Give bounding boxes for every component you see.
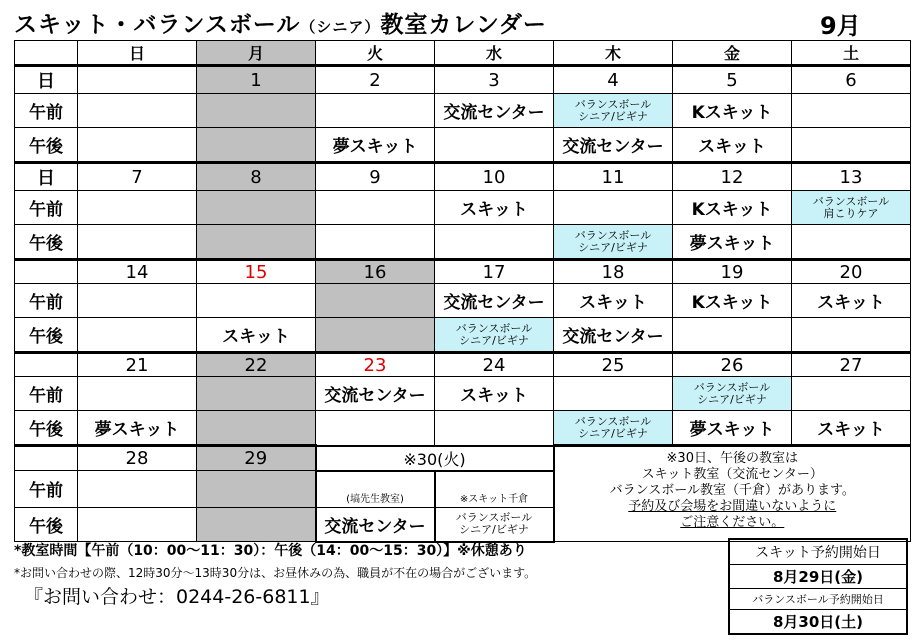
class-cell: [78, 507, 197, 542]
class-cell: [197, 128, 316, 163]
class-cell: [316, 225, 435, 260]
class-cell: [197, 471, 316, 508]
note-line: バランスボール教室（千倉）があります。: [609, 483, 855, 498]
note-line: 予約及び会場をお間違いないように: [628, 499, 837, 514]
class-name: バランスボール シニア/ビギナ: [574, 228, 652, 254]
date-cell: 23: [316, 353, 435, 377]
date-cell: 29: [197, 446, 316, 471]
date-cell: 6: [792, 66, 911, 94]
contact-phone: 『お問い合わせ：0244-26-6811』: [24, 586, 330, 608]
class-cell: Kスキット: [673, 191, 792, 225]
class-cell: [435, 225, 554, 260]
weekday-header: 日: [78, 41, 197, 66]
row-label: 午前: [15, 94, 78, 128]
date-cell: 27: [792, 353, 911, 377]
special-pm-right: [435, 507, 554, 542]
class-cell: スキット: [792, 284, 911, 318]
special-pm-left: 交流センター: [316, 507, 435, 542]
row-label: 午後: [15, 411, 78, 446]
date-cell: 3: [435, 66, 554, 94]
contact-note: *お問い合わせの際、12時30分～13時30分は、お昼休みの為、職員が不在の場合がございます。: [14, 566, 537, 580]
date-cell: 5: [673, 66, 792, 94]
calendar-table: [14, 40, 911, 543]
date-cell: 1: [197, 66, 316, 94]
special-sub-left: (塙先生教室): [316, 471, 435, 508]
class-cell: [78, 94, 197, 128]
class-cell: [316, 191, 435, 225]
date-cell: 24: [435, 353, 554, 377]
class-cell: [554, 191, 673, 225]
class-cell: スキット: [554, 284, 673, 318]
class-cell: 交流センター: [554, 128, 673, 163]
class-cell: [554, 94, 673, 128]
class-name: バランスボール シニア/ビギナ: [455, 321, 533, 347]
class-cell: [435, 128, 554, 163]
class-cell: 交流センター: [554, 318, 673, 353]
weekday-header: 月: [197, 41, 316, 66]
class-cell: [197, 377, 316, 411]
row-label: 午後: [15, 507, 78, 542]
date-cell: 9: [316, 163, 435, 191]
skit-reservation-label: スキット予約開始日: [730, 540, 906, 565]
ball-reservation-date: 8月30日(土): [772, 613, 864, 631]
row-label: 午前: [15, 471, 78, 508]
class-cell: [673, 377, 792, 411]
special-sub-right: ※スキット千倉: [435, 471, 554, 508]
class-cell: [554, 411, 673, 446]
class-cell: 交流センター: [435, 94, 554, 128]
row-label: 午前: [15, 377, 78, 411]
class-cell: [78, 471, 197, 508]
class-cell: [78, 191, 197, 225]
class-cell: [78, 128, 197, 163]
date-cell: 12: [673, 163, 792, 191]
row-label: 午後: [15, 128, 78, 163]
skit-reservation-date: 8月29日(金): [730, 565, 906, 589]
page-title: スキット・バランスボール（シニア）教室カレンダー: [14, 12, 547, 38]
weekday-header: 水: [435, 41, 554, 66]
row-label: [15, 353, 78, 377]
class-cell: スキット: [197, 318, 316, 353]
class-cell: 夢スキット: [316, 128, 435, 163]
class-cell: [78, 284, 197, 318]
date-cell: 25: [554, 353, 673, 377]
note-line: ※30日、午後の教室は: [666, 451, 798, 466]
weekday-header: 木: [554, 41, 673, 66]
special-day-header: ※30(火): [316, 446, 554, 471]
date-cell: 22: [197, 353, 316, 377]
class-cell: [197, 225, 316, 260]
special-note: [554, 446, 911, 542]
class-name: バランスボール シニア/ビギナ: [574, 414, 652, 440]
header-blank: [15, 41, 78, 66]
class-cell: 交流センター: [316, 377, 435, 411]
weekday-header: 土: [792, 41, 911, 66]
class-cell: [197, 411, 316, 446]
date-cell: 2: [316, 66, 435, 94]
class-cell: [197, 507, 316, 542]
reservation-box: [728, 538, 908, 635]
class-cell: [435, 318, 554, 353]
month-label: 9月: [820, 12, 861, 40]
date-cell: 10: [435, 163, 554, 191]
date-cell: 20: [792, 260, 911, 284]
row-label: 午後: [15, 318, 78, 353]
class-cell: [316, 318, 435, 353]
class-cell: スキット: [435, 377, 554, 411]
date-cell: 13: [792, 163, 911, 191]
class-cell: スキット: [673, 128, 792, 163]
class-cell: 夢スキット: [78, 411, 197, 446]
class-name: バランスボール シニア/ビギナ: [574, 97, 652, 123]
class-cell: [78, 225, 197, 260]
class-cell: [197, 284, 316, 318]
row-label: 日: [15, 163, 78, 191]
class-cell: [792, 377, 911, 411]
class-cell: [554, 225, 673, 260]
class-cell: [435, 411, 554, 446]
class-cell: [316, 94, 435, 128]
date-cell: 4: [554, 66, 673, 94]
class-cell: [792, 225, 911, 260]
date-cell: 17: [435, 260, 554, 284]
class-cell: スキット: [792, 411, 911, 446]
date-cell: 8: [197, 163, 316, 191]
class-cell: Kスキット: [673, 284, 792, 318]
ball-reservation-label: バランスボール予約開始日: [730, 589, 906, 610]
class-cell: [673, 318, 792, 353]
class-cell: Kスキット: [673, 94, 792, 128]
row-label: 午前: [15, 191, 78, 225]
class-cell: [197, 191, 316, 225]
class-cell: 夢スキット: [673, 225, 792, 260]
class-cell: 夢スキット: [673, 411, 792, 446]
date-cell: 21: [78, 353, 197, 377]
note-line: スキット教室（交流センター）: [641, 467, 823, 482]
note-line: ご注意ください。: [680, 515, 785, 530]
date-cell: 7: [78, 163, 197, 191]
date-cell: 16: [316, 260, 435, 284]
class-cell: [792, 94, 911, 128]
class-cell: [316, 411, 435, 446]
row-label: [15, 260, 78, 284]
weekday-header: 火: [316, 41, 435, 66]
date-cell: 15: [197, 260, 316, 284]
class-name: バランスボール シニア/ビギナ: [693, 380, 771, 406]
class-cell: [316, 284, 435, 318]
date-cell: 11: [554, 163, 673, 191]
date-cell: [78, 66, 197, 94]
class-cell: スキット: [435, 191, 554, 225]
class-cell: [792, 128, 911, 163]
row-label: [15, 446, 78, 471]
weekday-header: 金: [673, 41, 792, 66]
class-cell: [78, 377, 197, 411]
date-cell: 26: [673, 353, 792, 377]
class-name: バランスボール シニア/ビギナ: [455, 511, 533, 536]
row-label: 午前: [15, 284, 78, 318]
date-cell: 19: [673, 260, 792, 284]
row-label: 日: [15, 66, 78, 94]
class-cell: [78, 318, 197, 353]
class-cell: [792, 318, 911, 353]
date-cell: 28: [78, 446, 197, 471]
date-cell: 14: [78, 260, 197, 284]
class-cell: 交流センター: [435, 284, 554, 318]
class-cell: [792, 191, 911, 225]
class-cell: [554, 377, 673, 411]
class-hours: *教室時間【午前（10：00～11：30）：午後（14：00～15：30）】※休憩あり: [14, 543, 527, 559]
class-cell: [197, 94, 316, 128]
class-name: バランスボール 肩こりケア: [812, 194, 890, 220]
date-cell: 18: [554, 260, 673, 284]
row-label: 午後: [15, 225, 78, 260]
